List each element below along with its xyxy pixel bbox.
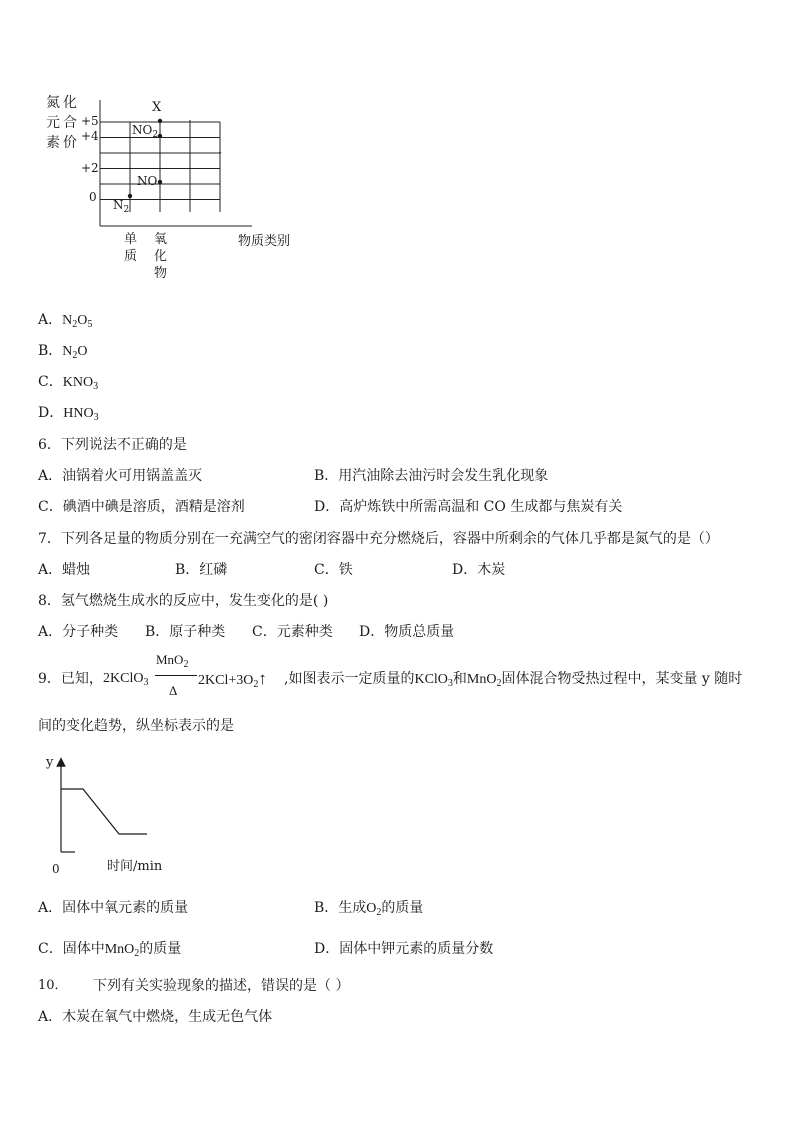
option-letter: C．: [38, 374, 63, 390]
q7-stem: 7．下列各足量的物质分别在一充满空气的密闭容器中充分燃烧后，容器中所剩余的气体几乎都是氮气的是（）: [38, 531, 719, 547]
q5-option-d[interactable]: [38, 405, 99, 422]
q9-heat-symbol: Δ: [169, 683, 178, 698]
q9-trend-line: [61, 789, 147, 834]
formula-text: N: [62, 313, 73, 328]
q9-option-d[interactable]: D．固体中钾元素的质量分数: [314, 941, 494, 957]
q6-option-c[interactable]: C．碘酒中碘是溶质，酒精是溶剂: [38, 499, 245, 515]
formula-text: O: [77, 344, 88, 359]
q5-option-c[interactable]: [38, 374, 98, 391]
q8-option-d[interactable]: D．物质总质量: [359, 624, 455, 640]
y-axis-label-char: 合: [63, 115, 77, 131]
x-axis-label: 物质类别: [238, 234, 291, 249]
q9-equation-right: $2KCl+3O_2↑$: [198, 669, 267, 690]
q9-prefix: 9．已知，: [38, 671, 103, 687]
formula-text: N: [62, 344, 73, 359]
q9-option-a[interactable]: A．固体中氧元素的质量: [38, 900, 189, 916]
y-tick-label: +5: [81, 114, 99, 128]
formula-subscript: 3: [93, 381, 99, 392]
tick-mark: [220, 152, 221, 153]
q7-option-d[interactable]: D．木炭: [452, 562, 506, 578]
option-letter: D．: [38, 405, 64, 421]
q9-option-c[interactable]: C．固体中MnO$_2$的质量: [38, 941, 182, 959]
q9-equation-left: 2KClO$_3$: [103, 671, 149, 688]
data-point-label: $NO_2$: [132, 123, 159, 140]
q6-option-d[interactable]: D．高炉炼铁中所需高温和 CO 生成都与焦炭有关: [314, 499, 623, 515]
up-arrow-icon: ↑: [258, 669, 267, 688]
formula-text: HNO: [63, 406, 94, 421]
formula-subscript: 2: [72, 319, 78, 330]
x-category-char: 化: [154, 249, 168, 264]
y-tick-label: 0: [89, 190, 97, 204]
q10-stem: 下列有关实验现象的描述，错误的是（ ）: [93, 978, 350, 994]
formula-text: O: [77, 313, 88, 328]
q9-catalyst: MnO$_2$: [156, 652, 189, 670]
option-letter: A．: [38, 312, 63, 328]
q8-option-b[interactable]: B．原子种类: [145, 624, 226, 640]
y-axis-label-char: 化: [63, 95, 77, 111]
formula-subscript: 3: [93, 412, 99, 423]
q9-equation-bar: [155, 675, 197, 676]
valence-category-chart: [40, 90, 340, 290]
option-letter: B．: [38, 343, 63, 359]
chart-labels: [46, 95, 290, 281]
chart-points: [113, 100, 162, 215]
formula-subscript: 5: [87, 319, 93, 330]
data-point-label: NO: [137, 174, 158, 188]
q9-stem-line1: ,如图表示一定质量的KClO$_3$和MnO$_2$固体混合物受热过程中，某变量 y 随时: [284, 671, 743, 689]
y-axis-label-char: 价: [63, 135, 77, 151]
y-axis-label-char: 元: [46, 115, 60, 131]
data-point: [158, 119, 162, 123]
q10-option-a[interactable]: A．木炭在氧气中燃烧，生成无色气体: [38, 1009, 273, 1025]
q9-x-label: 时间/min: [107, 859, 163, 874]
data-point-label: $N_2$: [113, 198, 130, 215]
q5-option-a[interactable]: [38, 312, 92, 329]
y-axis-label-char: 素: [46, 135, 60, 151]
y-axis-label-char: 氮: [46, 95, 60, 111]
x-category-char: 质: [124, 249, 138, 264]
y-tick-label: +4: [81, 129, 99, 143]
q8-stem: 8．氢气燃烧生成水的反应中，发生变化的是( ): [38, 593, 329, 609]
data-point-label: X: [152, 100, 162, 115]
data-point: [158, 180, 162, 184]
q8-option-c[interactable]: C．元素种类: [252, 624, 333, 640]
q10-number: 10．: [38, 978, 68, 993]
q7-option-c[interactable]: C．铁: [314, 562, 353, 578]
x-category-char: 物: [154, 266, 168, 281]
q9-y-label: y: [46, 755, 54, 770]
q7-option-a[interactable]: A．蜡烛: [38, 562, 91, 578]
q8-option-a[interactable]: A．分子种类: [38, 624, 119, 640]
q6-option-b[interactable]: B．用汽油除去油污时会发生乳化现象: [314, 468, 549, 484]
q9-option-b[interactable]: B．生成$O_2$的质量: [314, 900, 424, 918]
formula-subscript: 2: [72, 350, 78, 361]
data-point: [128, 194, 132, 198]
data-point: [158, 134, 162, 138]
q5-option-b[interactable]: [38, 343, 88, 360]
q7-option-b[interactable]: B．红磷: [175, 562, 228, 578]
x-category-char: 单: [124, 232, 138, 247]
q6-option-a[interactable]: A．油锅着火可用锅盖盖灭: [38, 468, 203, 484]
x-category-char: 氧: [154, 232, 168, 247]
q9-origin-label: 0: [52, 862, 60, 876]
q6-stem: 6．下列说法不正确的是: [38, 437, 187, 453]
q9-stem-line2: 间的变化趋势，纵坐标表示的是: [38, 718, 234, 734]
y-tick-label: +2: [81, 161, 99, 175]
formula-text: KNO: [62, 375, 94, 390]
